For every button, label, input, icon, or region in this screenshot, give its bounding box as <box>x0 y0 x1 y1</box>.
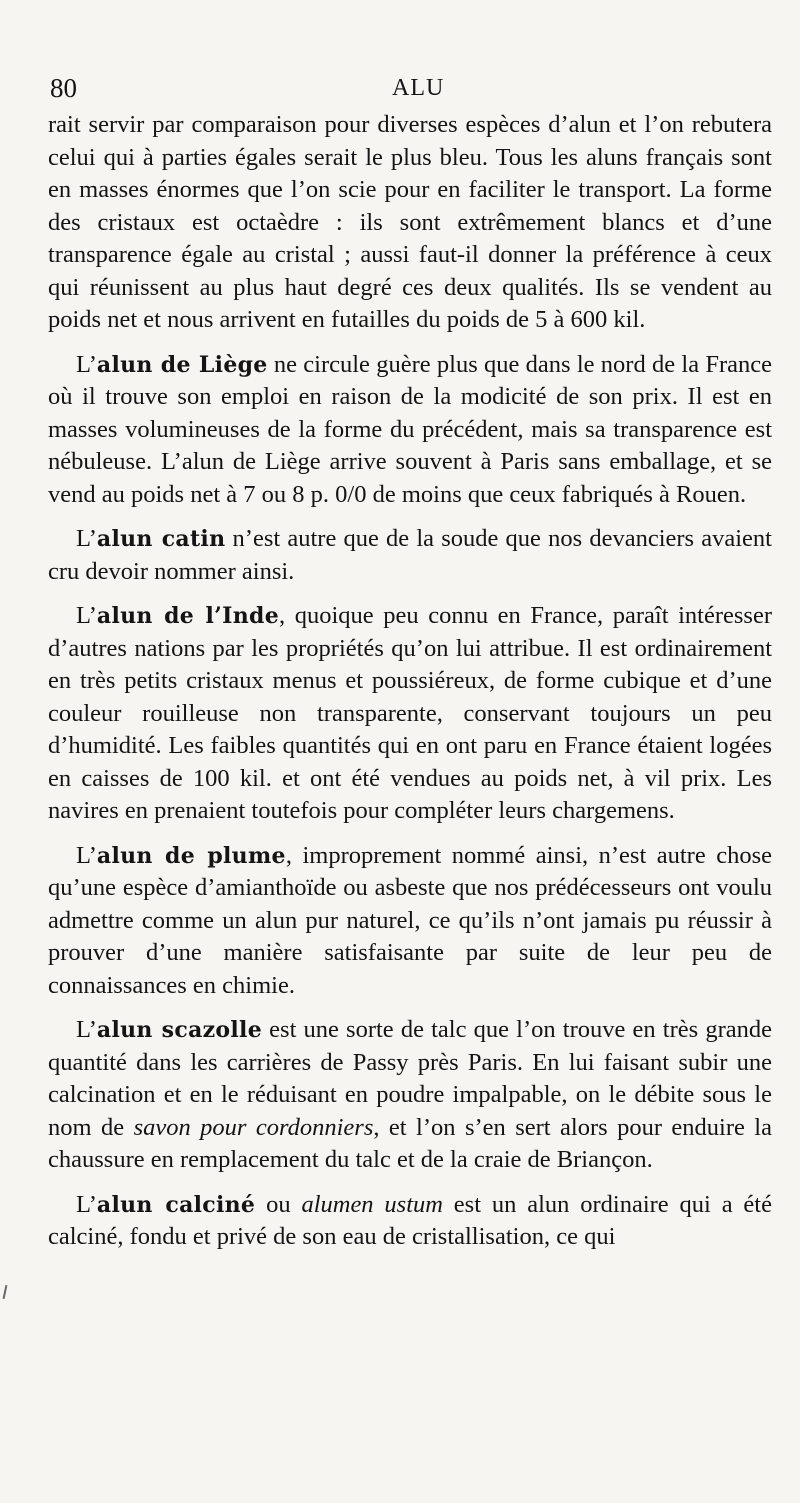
entry-term: alun de l’Inde <box>96 603 280 629</box>
entry-term: alun de plume <box>96 842 286 869</box>
paragraph-alun-de-linde <box>48 600 772 828</box>
entry-term: alun scazolle <box>96 1017 262 1043</box>
body-text <box>48 109 772 1254</box>
paragraph-text: n’est autre que de la soude que nos devanciers avaient cru devoir nommer ainsi. <box>48 525 772 585</box>
paragraph-text: est un alun ordinaire qui a été calciné, fondu et privé de son eau de cristallisation, ce qui <box>48 1190 772 1250</box>
italic-phrase: savon pour cordonniers <box>133 1113 374 1141</box>
entry-term: alun de Liège <box>96 351 268 378</box>
entry-term: alun calciné <box>96 1191 256 1218</box>
paragraph-lead: L’ <box>76 1190 97 1218</box>
paragraph-alun-calcine <box>48 1189 772 1254</box>
paragraph-text: rait servir par comparaison pour diverses espèces d’alun et l’on rebutera celui qui à parties égales serait le plus bleu. Tous les aluns français sont en masses énormes que l’on scie pour en faciliter le transport. La forme des cristaux est octaèdre : ils sont extrêmement blancs et d’une transparence égale au cristal ; aussi faut-il donner la préférence à ceux qui réunissent au plus haut degré ces deux qualités. Ils se vendent au poids net et nous arrivent en futailles du poids de 5 à 600 kil. <box>48 111 772 333</box>
paragraph-lead: L’ <box>76 1016 97 1043</box>
paragraph-text: , et l’on s’en sert alors pour enduire la chaussure en remplacement du talc et de la craie de Briançon. <box>48 1113 772 1173</box>
margin-pencil-mark <box>3 1285 8 1299</box>
italic-phrase: alumen ustum <box>301 1190 443 1218</box>
page-header <box>50 70 770 106</box>
paragraph-lead: L’ <box>76 525 97 552</box>
paragraph-text: est une sorte de talc que l’on trouve en très grande quantité dans les carrières de Passy près Paris. En lui faisant subir une calcination et en le réduisant en poudre impalpable, on le débite sous le nom de <box>48 1016 772 1141</box>
paragraph-text: , improprement nommé ainsi, n’est autre chose qu’une espèce d’amianthoïde ou asbeste que nos prédécesseurs ont voulu admettre comme un alun pur naturel, ce qu’ils n’ont jamais pu réussir à prouver d’une manière satisfaisante par suite de leur peu de connaissances en chimie. <box>48 841 772 999</box>
paragraph-alun-de-plume <box>48 840 772 1003</box>
paragraph-lead: L’ <box>76 841 97 869</box>
paragraph-lead: L’ <box>76 350 97 378</box>
paragraph-text: , quoique peu connu en France, paraît intéresser d’autres nations par les propriétés qu’on lui attribue. Il est ordinairement en très petits cristaux menus et poussiéreux, de forme cubique et d’une couleur rouilleuse non transparente, conservant toujours un peu d’humidité. Les faibles quantités qui en ont paru en France étaient logées en caisses de 100 kil. et ont été vendues au poids net, à vil prix. Les navires en prenaient toutefois pour compléter leurs chargemens. <box>48 602 773 824</box>
page-number: 80 <box>50 73 77 103</box>
paragraph-alun-catin <box>48 523 772 588</box>
paragraph-text: ou <box>255 1190 302 1218</box>
paragraph-continuation <box>48 109 772 337</box>
paragraph-lead: L’ <box>76 602 97 629</box>
paragraph-alun-de-liege <box>48 349 772 512</box>
paragraph-text: ne circule guère plus que dans le nord de la France où il trouve son emploi en raison de la modicité de son prix. Il est en masses volumineuses de la forme du précédent, mais sa transparence est nébuleuse. L’alun de Liège arrive souvent à Paris sans emballage, et se vend au poids net à 7 ou 8 p. 0/0 de moins que ceux fabriqués à Rouen. <box>48 350 773 508</box>
entry-term: alun catin <box>96 526 226 552</box>
running-head: ALU <box>392 75 445 101</box>
paragraph-alun-scazolle <box>48 1014 772 1177</box>
